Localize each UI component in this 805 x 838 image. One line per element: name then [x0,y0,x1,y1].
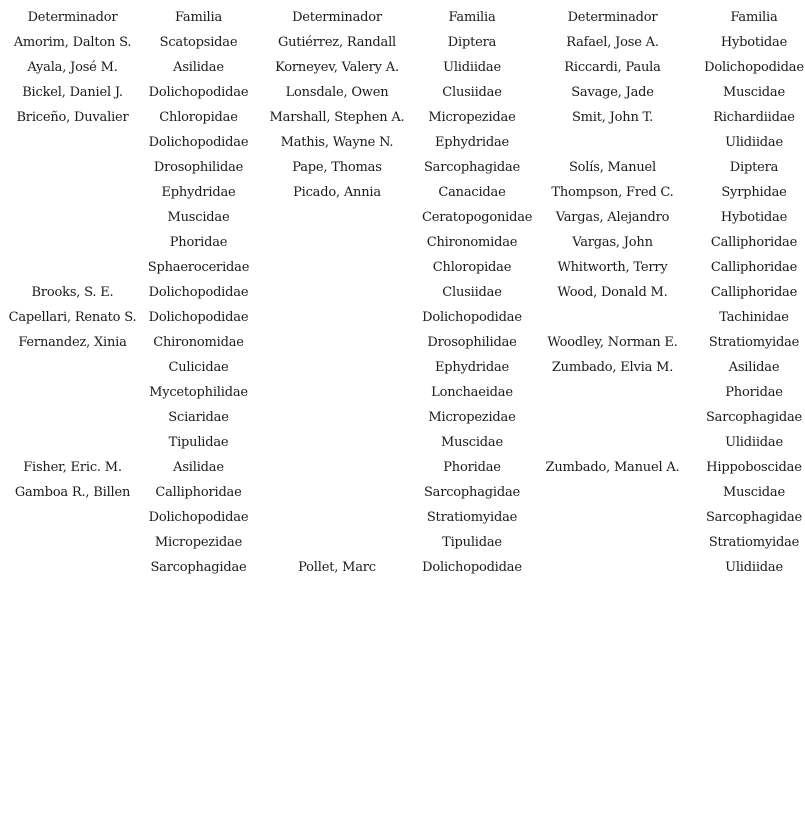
familia-cell: Hybotidae [720,210,788,225]
determinador-cell: Briceño, Duvalier [16,110,129,125]
determinador-cell [252,230,422,255]
familia-cell: Tipulidae [442,535,502,550]
determinador-cell: Rafael, Jose A. [566,35,659,50]
familia-cell: Dolichopodidae [148,85,249,100]
determinador-cell [252,330,422,355]
familia-cell: Micropezidae [154,535,243,550]
table-row [0,80,805,105]
header-determinador: Determinador [567,10,658,25]
familia-cell: Asilidae [173,460,224,475]
determinador-cell [0,155,145,180]
determinador-cell [522,405,703,430]
header-familia: Familia [730,10,778,25]
table-row [0,230,805,255]
familia-cell: Sarcophagidae [423,160,521,175]
determinador-cell [252,355,422,380]
familia-cell: Ulidiidae [725,135,783,150]
determinador-cell [0,380,145,405]
familia-cell: Calliphoridae [155,485,242,500]
header-row [0,5,805,30]
familia-cell: Syrphidae [721,185,787,200]
determinador-cell [0,430,145,455]
familia-cell: Dolichopodidae [704,60,804,75]
familia-cell: Clusiidae [442,285,502,300]
determinador-cell [0,230,145,255]
determinador-cell: Savage, Jade [571,85,654,100]
table-row [0,430,805,455]
determinador-cell: Bickel, Daniel J. [22,85,123,100]
determinador-cell: Brooks, S. E. [31,285,114,300]
familia-cell: Lonchaeidae [431,385,513,400]
determinador-cell [0,355,145,380]
familia-cell: Dolichopodidae [148,310,249,325]
familia-cell: Ephydridae [435,360,509,375]
determinador-cell: Gutiérrez, Randall [277,35,397,50]
determinador-cell [252,505,422,530]
table-row [0,205,805,230]
familia-cell: Ulidiidae [725,435,783,450]
determinador-cell: Amorim, Dalton S. [13,35,132,50]
header-determinador: Determinador [292,10,382,25]
determinador-cell: Fernandez, Xinia [18,335,127,350]
familia-cell: Dolichopodidae [422,560,522,575]
table-body [0,30,805,580]
determinador-cell: Mathis, Wayne N. [280,135,394,150]
familia-cell: Calliphoridae [710,235,798,250]
determinador-cell: Gamboa R., Billen [14,485,131,500]
familia-cell: Mycetophilidae [149,385,248,400]
table-row [0,305,805,330]
familia-cell: Sarcophagidae [423,485,521,500]
table-row [0,280,805,305]
determinador-cell: Vargas, Alejandro [555,210,670,225]
familia-cell: Hybotidae [720,35,788,50]
table-row [0,105,805,130]
determinador-cell [252,405,422,430]
determinador-cell [252,205,422,230]
determinador-cell [252,380,422,405]
familia-cell: Scatopsidae [159,35,238,50]
familia-cell: Asilidae [173,60,224,75]
table-row [0,355,805,380]
determinador-cell [0,205,145,230]
determinador-cell [252,480,422,505]
familia-cell: Ceratopogonidae [422,210,533,225]
determinador-cell: Woodley, Norman E. [547,335,678,350]
familia-cell: Diptera [447,35,497,50]
familia-cell: Drosophilidae [153,160,244,175]
familia-cell: Calliphoridae [710,260,798,275]
determinador-cell: Thompson, Fred C. [551,185,674,200]
familia-cell: Sarcophagidae [150,560,247,575]
determinador-cell [522,130,703,155]
determinador-cell: Marshall, Stephen A. [269,110,405,125]
familia-cell: Stratiomyidae [708,535,800,550]
determinador-cell [252,530,422,555]
familia-cell: Micropezidae [428,110,516,125]
table-row [0,55,805,80]
determinador-cell [0,180,145,205]
table-row [0,405,805,430]
familia-cell: Asilidae [728,360,780,375]
determinador-cell: Korneyev, Valery A. [275,60,399,75]
determinador-cell [252,305,422,330]
determinador-cell: Wood, Donald M. [557,285,668,300]
determinador-cell [522,555,703,580]
header-familia: Familia [174,10,223,25]
familia-cell: Muscidae [167,210,230,225]
determinador-cell [522,380,703,405]
familia-cell: Chironomidae [153,335,244,350]
header-determinador: Determinador [27,10,118,25]
familia-cell: Richardiidae [713,110,795,125]
familia-cell: Dolichopodidae [148,510,249,525]
table-row [0,455,805,480]
familia-cell: Sarcophagidae [705,410,803,425]
determinador-cell [0,530,145,555]
determinador-cell [252,455,422,480]
determinador-cell [0,505,145,530]
familia-cell: Dolichopodidae [422,310,522,325]
familia-cell: Phoridae [443,460,501,475]
familia-cell: Ephydridae [161,185,236,200]
familia-cell: Canacidae [438,185,506,200]
determinador-cell: Capellari, Renato S. [8,310,137,325]
determinador-cell: Pollet, Marc [298,560,376,575]
determinador-cell [252,430,422,455]
table-row [0,330,805,355]
familia-cell: Sarcophagidae [705,510,803,525]
table-row [0,530,805,555]
familia-cell: Ulidiidae [443,60,501,75]
table-row [0,555,805,580]
table-row [0,130,805,155]
familia-cell: Phoridae [169,235,228,250]
familia-cell: Muscidae [723,85,785,100]
familia-cell: Sciaridae [168,410,229,425]
familia-cell: Dolichopodidae [148,135,249,150]
familia-cell: Chloropidae [159,110,238,125]
determinador-cell: Zumbado, Manuel A. [545,460,680,475]
familia-cell: Clusiidae [442,85,502,100]
familia-cell: Phoridae [725,385,783,400]
determinador-cell: Vargas, John [572,235,653,250]
determinador-cell: Ayala, José M. [27,60,118,75]
table-row [0,30,805,55]
determinador-cell [522,530,703,555]
table-row [0,480,805,505]
header-familia: Familia [448,10,496,25]
table-header [0,5,805,30]
determinador-cell [522,305,703,330]
determinador-cell: Lonsdale, Owen [285,85,389,100]
familia-cell: Sphaeroceridae [147,260,250,275]
familia-cell: Stratiomyidae [426,510,518,525]
familia-cell: Tachinidae [719,310,789,325]
determinador-cell [0,255,145,280]
determinador-cell: Pape, Thomas [292,160,382,175]
familia-cell: Muscidae [441,435,503,450]
determinador-cell: Fisher, Eric. M. [23,460,122,475]
determiners-table [0,5,805,580]
familia-cell: Stratiomyidae [708,335,800,350]
familia-cell: Ephydridae [435,135,509,150]
determinador-cell: Riccardi, Paula [564,60,661,75]
familia-cell: Micropezidae [428,410,516,425]
determinador-cell: Whitworth, Terry [557,260,668,275]
familia-cell: Chloropidae [432,260,512,275]
familia-cell: Muscidae [723,485,785,500]
table-row [0,255,805,280]
determinador-cell [522,430,703,455]
familia-cell: Hippoboscidae [706,460,802,475]
familia-cell: Dolichopodidae [148,285,249,300]
determinador-cell: Solís, Manuel [568,160,657,175]
table-row [0,180,805,205]
determinador-cell [0,405,145,430]
determinador-cell: Smit, John T. [571,110,654,125]
determinador-cell [252,255,422,280]
determinador-cell: Picado, Annia [293,185,381,200]
determinador-cell [522,505,703,530]
determinador-cell [252,280,422,305]
familia-cell: Chironomidae [426,235,518,250]
determinador-cell [0,555,145,580]
determinador-cell [522,480,703,505]
table-row [0,505,805,530]
familia-cell: Culicidae [168,360,229,375]
familia-cell: Ulidiidae [725,560,783,575]
table-row [0,380,805,405]
familia-cell: Drosophilidae [427,335,517,350]
determinador-cell [0,130,145,155]
determinador-cell: Zumbado, Elvia M. [551,360,674,375]
table-row [0,155,805,180]
familia-cell: Diptera [729,160,779,175]
familia-cell: Calliphoridae [710,285,798,300]
familia-cell: Tipulidae [168,435,229,450]
